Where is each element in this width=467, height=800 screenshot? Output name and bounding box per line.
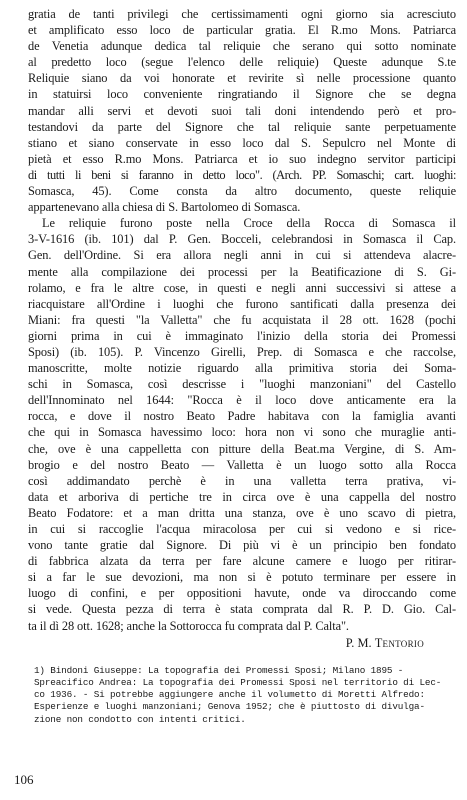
- body-line: manoscritte, molte notizie riguardo alla primitiva storia dei Soma-: [28, 361, 456, 376]
- body-line: che, ove è una cappelletta con pitture della Beat.ma Vergine, di S. Am-: [28, 441, 456, 456]
- body-line: Somasca, 45). Come consta da altro documento, queste reliquie: [28, 184, 456, 199]
- body-line: giorni prima in cui è immaginato l'inizio della storia dei Promessi: [28, 328, 456, 343]
- body-line: schi in Somasca, così descrisse i "luoghi manzoniani" del Castello: [28, 377, 456, 392]
- footnote-line: 1) Bindoni Giuseppe: La topografia dei Promessi Sposi; Milano 1895 -: [34, 664, 404, 676]
- author-initials: P. M.: [345, 635, 372, 650]
- body-line: di fabbrica alzata da terra per fare alcune camere e luogo per ritirar-: [28, 554, 456, 569]
- paragraph-start-line: Le reliquie furono poste nella Croce della Rocca di Somasca il: [42, 216, 456, 231]
- body-line: vono tante gratie dal Signore. Di più vi è un principio ben fondato: [28, 538, 456, 553]
- body-line: de Venetia adunque dedica tal reliquie che serano qui sotto nominate: [28, 39, 456, 54]
- author-surname: Tentorio: [374, 635, 424, 650]
- body-line: in cui si raccoglie l'acqua miracolosa per cui si vedono e si rice-: [28, 522, 456, 536]
- body-line: Sposi) (ib. 105). P. Vincenzo Girelli, Prep. di Somasca e che raccolse,: [28, 344, 456, 359]
- body-line: 3-V-1616 (ib. 101) dal P. Gen. Bocceli, celebrandosi in Somasca il Cap.: [28, 232, 456, 247]
- body-line: appartenevano alla chiesa di S. Bartolomeo di Somasca.: [28, 200, 301, 215]
- body-line: Beato Fodatore: et a man dritta una stanza, ove è uno scavo di pietra,: [28, 505, 456, 520]
- body-line: così addimandato perchè è in una valletta terra prativa, vi-: [28, 473, 456, 488]
- body-line: in statuirsi loco conveniente ringratiando il Signore che se degna: [28, 87, 456, 102]
- body-line: brogio e del nostro Beato — Valletta è un luogo sotto alla Rocca: [28, 457, 456, 472]
- body-line: et amplificato esso loco de particular gratia. El R.mo Mons. Patriarca: [28, 23, 456, 38]
- body-line: pietà et esso R.mo Mons. Patriarca et io suo indegno servitor participi: [28, 151, 456, 166]
- body-line: testandovi da parte del Signore che tal reliquie sante perpetuamente: [28, 119, 456, 134]
- body-line: riacquistare all'Ordine i luoghi che furono santificati dalla presenza dei: [28, 296, 456, 311]
- body-line: Miani: fra questi "la Valletta" che fu acquistata il 28 ott. 1628 (pochi: [28, 312, 456, 327]
- document-page: [28, 6, 456, 726]
- footnote-line: zione non condotto con intenti critici.: [34, 713, 246, 725]
- footnote-line: Esperienze e luoghi manzoniani; Genova 1952; che è piuttosto di divulga-: [34, 701, 425, 713]
- body-line: luogo di confini, e per oppositioni havute, onde va diroccando come: [28, 586, 456, 601]
- body-line: stiano et siano conservate in esso loco dal S. Sepulcro nel Monte di: [28, 135, 456, 150]
- body-line: dell'Innominato nel 1644: "Rocca è il loco dove anticamente era la: [28, 393, 456, 408]
- body-line: rocca, e dove il nostro Beato Padre habitava con la famiglia avanti: [28, 409, 456, 424]
- body-line: che qui in Somasca havessimo loco: hora non vi sono che muraglie anti-: [28, 425, 456, 440]
- author-signature: [28, 635, 456, 651]
- body-line: Reliquie siano da voi honorate et revirite sì nelle processione quanto: [28, 71, 456, 86]
- body-text: [28, 6, 456, 634]
- body-line: al predetto loco (segue l'elenco delle reliquie) Queste adunque S.te: [28, 55, 456, 70]
- body-line: si vede. Questa pezza di terra è stata comprata dal R. P. D. Gio. Cal-: [28, 602, 456, 617]
- footnote-line: Spreacifico Andrea: La topografia dei Promessi Sposi nel territorio di Lec-: [34, 676, 442, 688]
- body-line: di tutti li beni si faranno in detto loco". (Arch. PP. Somaschi; cart. luoghi:: [28, 167, 456, 182]
- page-number: 106: [14, 772, 34, 787]
- body-line: gratia de tanti privilegi che certissimamenti ogni giorno sia acresciuto: [28, 7, 456, 21]
- body-line: rolamo, e fra le altre cose, in questi e negli anni successivi si attese a: [28, 280, 456, 295]
- body-line: mente alla compilazione dei processi per la Beatificazione di S. Gi-: [28, 264, 456, 279]
- footnotes: [28, 665, 456, 726]
- body-line: si a far le sue devozioni, ma non si è potuto terminare per essere in: [28, 570, 456, 585]
- body-line: ta il dì 28 ott. 1628; anche la Sottorocca fu comprata dal P. Calta".: [28, 618, 349, 633]
- body-line: Gen. dell'Ordine. Si era allora negli anni in cui si attendeva alacre-: [28, 248, 456, 263]
- body-line: data et arboriva di pertiche tre in circa ove è una cappella del nostro: [28, 489, 456, 504]
- footnote-line: co 1936. - Si potrebbe aggiungere anche il volumetto di Moretti Alfredo:: [34, 689, 425, 701]
- body-line: mandar alli servi et devoti suoi tali doni intendendo però et pro-: [28, 103, 456, 118]
